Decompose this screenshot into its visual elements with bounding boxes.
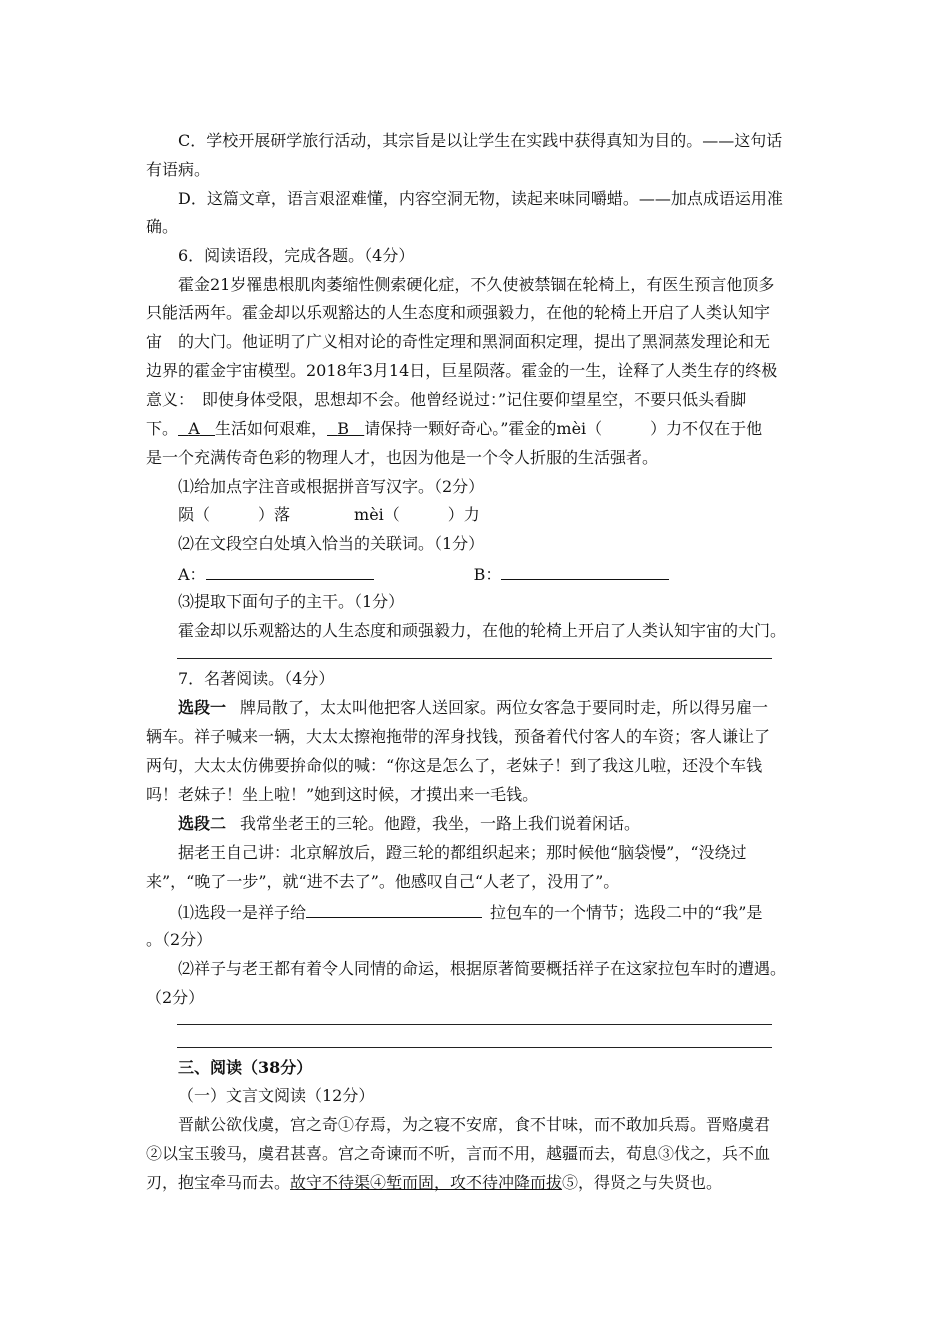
answer-a-label: A： [178,565,206,584]
pinyin-item-2: mèi（ ）力 [354,505,480,524]
question-6-heading: 6．阅读语段，完成各题。（4分） [178,246,415,265]
selection-1-text: 牌局散了，太太叫他把客人送回家。两位女客急于要同时走，所以得另雇一 [240,698,769,717]
q6-line6-start: 下。 [146,419,179,438]
q7-subquestion-2-line1: ⑵祥子与老王都有着令人同情的命运，根据原著简要概括祥子在这家拉包车时的遭遇。 [178,959,787,978]
q6-line6-mid: 生活如何艰难， [215,419,328,438]
blank-a [178,419,215,438]
classical-text-line3 [146,1173,722,1193]
q7-s1-end: 拉包车的一个情节；选段二中的“我”是 [490,903,763,922]
q7-subquestion-2-line2: （2分） [146,988,205,1007]
option-c-line1: C．学校开展研学旅行活动，其宗旨是以让学生在实践中获得真知为目的。——这句话 [178,131,783,150]
selection-2-text: 我常坐老王的三轮。他蹬，我坐，一路上我们说着闲话。 [240,814,641,833]
section-3-subheading: （一）文言文阅读（12分） [178,1086,375,1105]
q6-paragraph-line6 [146,419,762,439]
option-d-line2: 确。 [146,217,179,236]
selection-2-line3: 来”，“晚了一步”，就“进不去了”。他感叹自己“人老了，没用了”。 [146,872,620,891]
selection-2-line1 [178,814,640,834]
q6-subquestion-3: ⑶提取下面句子的主干。（1分） [178,592,405,611]
q6-subquestion-3-sentence: 霍金却以乐观豁达的人生态度和顽强毅力，在他的轮椅上开启了人类认知宇宙的大门。 [178,621,787,640]
pinyin-item-1: 陨（ ）落 [178,505,291,524]
blank-b-label: B [337,419,349,438]
blank-b [327,419,364,438]
classical-text-line1: 晋献公欲伐虞，宫之奇①存焉，为之寝不安席，食不甘味，而不敢加兵焉。晋赂虞君 [178,1115,771,1134]
answer-line-q7-2a[interactable] [177,1024,772,1025]
q7-s1-start: ⑴选段一是祥子给 [178,903,307,922]
selection-1-line1 [178,698,768,718]
option-c-line2: 有语病。 [146,160,211,179]
q6-paragraph-line3: 宙 的大门。他证明了广义相对论的奇性定理和黑洞面积定理，提出了黑洞蒸发理论和无 [146,332,771,351]
q6-subquestion-1: ⑴给加点字注音或根据拼音写汉字。（2分） [178,477,485,496]
q6-line6-end: 请保持一颗好奇心。”霍金的mèi（ ）力不仅在于他 [364,419,763,438]
q7-subquestion-1 [178,901,762,923]
selection-2-label: 选段二 [178,814,227,833]
answer-line-q7-2b[interactable] [177,1047,772,1048]
q6-subquestion-2-answers [178,563,669,585]
answer-b-field[interactable] [501,563,669,580]
classical-line3-end: ⑤，得贤之与失贤也。 [562,1173,723,1192]
option-d-line1: D．这篇文章，语言艰涩难懂，内容空洞无物，读起来味同嚼蜡。——加点成语运用准 [178,189,783,208]
selection-1-line4: 吗！老妹子！坐上啦！”她到这时候，才摸出来一毛钱。 [146,785,539,804]
q6-paragraph-line5: 意义： 即使身体受限，思想却不会。他曾经说过：”记住要仰望星空，不要只低头看脚 [146,390,747,409]
q6-paragraph-line1: 霍金21岁罹患根肌肉萎缩性侧索硬化症，不久使被禁锢在轮椅上，有医生预言他顶多 [178,275,775,294]
answer-b-label: B： [473,565,502,584]
q7-subquestion-1-score: 。（2分） [146,930,213,949]
question-7-heading: 7．名著阅读。（4分） [178,669,335,688]
underlined-sentence: 故守不待渠④堑而固，攻不待冲降而拔 [290,1173,563,1192]
selection-1-line3: 两句，大太太仿佛要拚命似的喊：“你这是怎么了，老妹子！到了我这儿啦，还没个车钱 [146,756,763,775]
selection-1-label: 选段一 [178,698,227,717]
q6-subquestion-1-items [178,505,480,525]
q6-paragraph-line2: 只能活两年。霍金却以乐观豁达的人生态度和顽强毅力，在他的轮椅上开启了人类认知宇 [146,303,771,322]
selection-2-line2: 据老王自己讲：北京解放后，蹬三轮的都组织起来；那时候他“脑袋慢”，“没绕过 [178,843,747,862]
classical-text-line2: ②以宝玉骏马，虞君甚喜。宫之奇谏而不听，言而不用，越疆而去，荀息③伐之，兵不血 [146,1144,771,1163]
answer-line-q6-3[interactable] [177,658,772,659]
q6-paragraph-line7: 是一个充满传奇色彩的物理人才，也因为他是一个令人折服的生活强者。 [146,448,659,467]
q6-paragraph-line4: 边界的霍金宇宙模型。2018年3月14日，巨星陨落。霍金的一生，诠释了人类生存的终极 [146,361,778,380]
q7-s1-field[interactable] [306,901,482,918]
selection-1-line2: 辆车。祥子喊来一辆，大太太擦袍拖带的浑身找钱，预备着代付客人的车资；客人谦让了 [146,727,771,746]
classical-line3-start: 刃，抱宝牵马而去。 [146,1173,291,1192]
answer-a-field[interactable] [206,563,374,580]
blank-a-label: A [188,419,200,438]
q6-subquestion-2: ⑵在文段空白处填入恰当的关联词。（1分） [178,534,485,553]
section-3-heading: 三、阅读（38分） [178,1058,313,1077]
